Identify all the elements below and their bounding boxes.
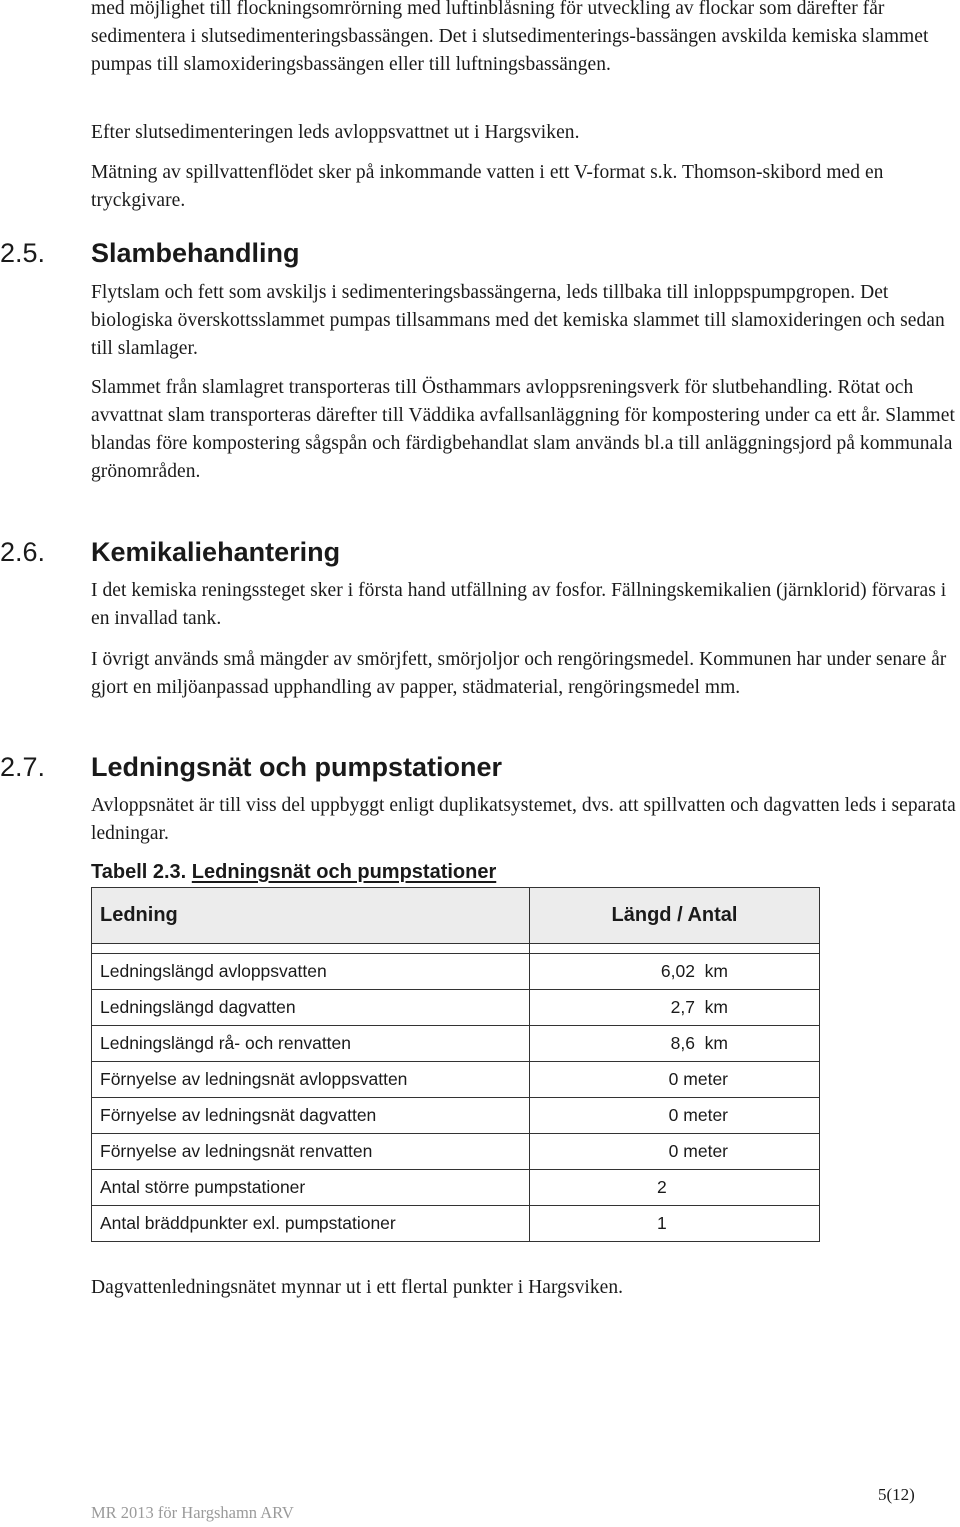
section-title-ledningsnat: Ledningsnät och pumpstationer (91, 752, 503, 782)
table-cell-name: Ledningslängd dagvatten (92, 990, 530, 1026)
table-row (92, 1098, 820, 1134)
section-title-kemikaliehantering: Kemikaliehantering (91, 537, 341, 567)
table-cell-value: 0 meter (530, 1062, 820, 1098)
paragraph-flocculation: med möjlighet till flockningsomrörning med luftinblåsning för utveckling av flockar som därefter får sedimentera i slutsedimenteringsbassängen. Det i slutsedimenterings-bassängen avskilda kemiska slammet pumpas till slamoxideringsbassängen eller till luftningsbassängen. (91, 0, 929, 75)
table-cell-value: 6,02 km (530, 954, 820, 990)
table-cell-name: Antal bräddpunkter exl. pumpstationer (92, 1206, 530, 1242)
table-cell-name: Förnyelse av ledningsnät dagvatten (92, 1098, 530, 1134)
table-cell-name: Antal större pumpstationer (92, 1170, 530, 1206)
section-title-slambehandling: Slambehandling (91, 238, 300, 268)
paragraph-chemical-step: I det kemiska reningssteget sker i första hand utfällning av fosfor. Fällningskemikalien (järnklorid) förvaras i en invallad tank. (91, 580, 947, 629)
column-header-ledning: Ledning (92, 888, 530, 944)
table-cell-name: Förnyelse av ledningsnät avloppsvatten (92, 1062, 530, 1098)
table-caption-number: Tabell 2.3. (91, 861, 187, 883)
paragraph-stormwater-outlets: Dagvattenledningsnätet mynnar ut i ett flertal punkter i Hargsviken. (91, 1277, 624, 1298)
column-header-langd-antal: Längd / Antal (530, 888, 820, 944)
table-header-row (92, 888, 820, 944)
page-number: 5(12) (878, 1485, 915, 1504)
table-caption (91, 861, 496, 884)
table-row (92, 1134, 820, 1170)
table-row (92, 1170, 820, 1206)
table-cell-name: Förnyelse av ledningsnät renvatten (92, 1134, 530, 1170)
table-row (92, 954, 820, 990)
table-spacer-row (92, 944, 820, 954)
table-row (92, 1062, 820, 1098)
table-cell-value: 2 (530, 1170, 820, 1206)
section-number-2-5: 2.5. (0, 238, 46, 268)
table-cell-value: 0 meter (530, 1134, 820, 1170)
paragraph-other-chemicals: I övrigt används små mängder av smörjfett, smörjoljor och rengöringsmedel. Kommunen har under senare år gjort en miljöanpassad upphandling av papper, städmaterial, rengöringsmedel mm. (91, 649, 947, 698)
table-cell-value: 2,7 km (530, 990, 820, 1026)
table-row (92, 1206, 820, 1242)
section-number-2-7: 2.7. (0, 752, 46, 782)
table-row (92, 990, 820, 1026)
paragraph-sludge-return: Flytslam och fett som avskiljs i sedimenteringsbassängerna, leds tillbaka till inloppspumpgropen. Det biologiska överskottsslammet pumpas tillsammans med det kemiska slammet till slamoxideringen och sedan till slamlager. (91, 282, 945, 359)
table-cell-name: Ledningslängd avloppsvatten (92, 954, 530, 990)
table-row (92, 1026, 820, 1062)
paragraph-flow-measurement: Mätning av spillvattenflödet sker på inkommande vatten i ett V-format s.k. Thomson-skibord med en tryckgivare. (91, 162, 884, 211)
table-cell-value: 1 (530, 1206, 820, 1242)
table-cell-name: Ledningslängd rå- och renvatten (92, 1026, 530, 1062)
table-caption-title: Ledningsnät och pumpstationer (191, 861, 497, 883)
paragraph-duplicate-system: Avloppsnätet är till viss del uppbyggt enligt duplikatsystemet, dvs. att spillvatten och dagvatten leds i separata ledningar. (91, 795, 956, 844)
table-cell-value: 0 meter (530, 1098, 820, 1134)
footer-document-label: MR 2013 för Hargshamn ARV (91, 1503, 294, 1522)
table-cell-value: 8,6 km (530, 1026, 820, 1062)
paragraph-outlet: Efter slutsedimenteringen leds avloppsvattnet ut i Hargsviken. (91, 122, 580, 143)
network-table (91, 887, 820, 1242)
section-number-2-6: 2.6. (0, 537, 46, 567)
paragraph-sludge-transport: Slammet från slamlagret transporteras till Östhammars avloppsreningsverk för slutbehandling. Rötat och avvattnat slam transporteras därefter till Väddika avfallsanläggning för kompostering under ca ett år. Slammet blandas före kompostering sågspån och färdigbehandlat slam används bl.a till anläggningsjord på kommunala grönområden. (91, 377, 955, 482)
